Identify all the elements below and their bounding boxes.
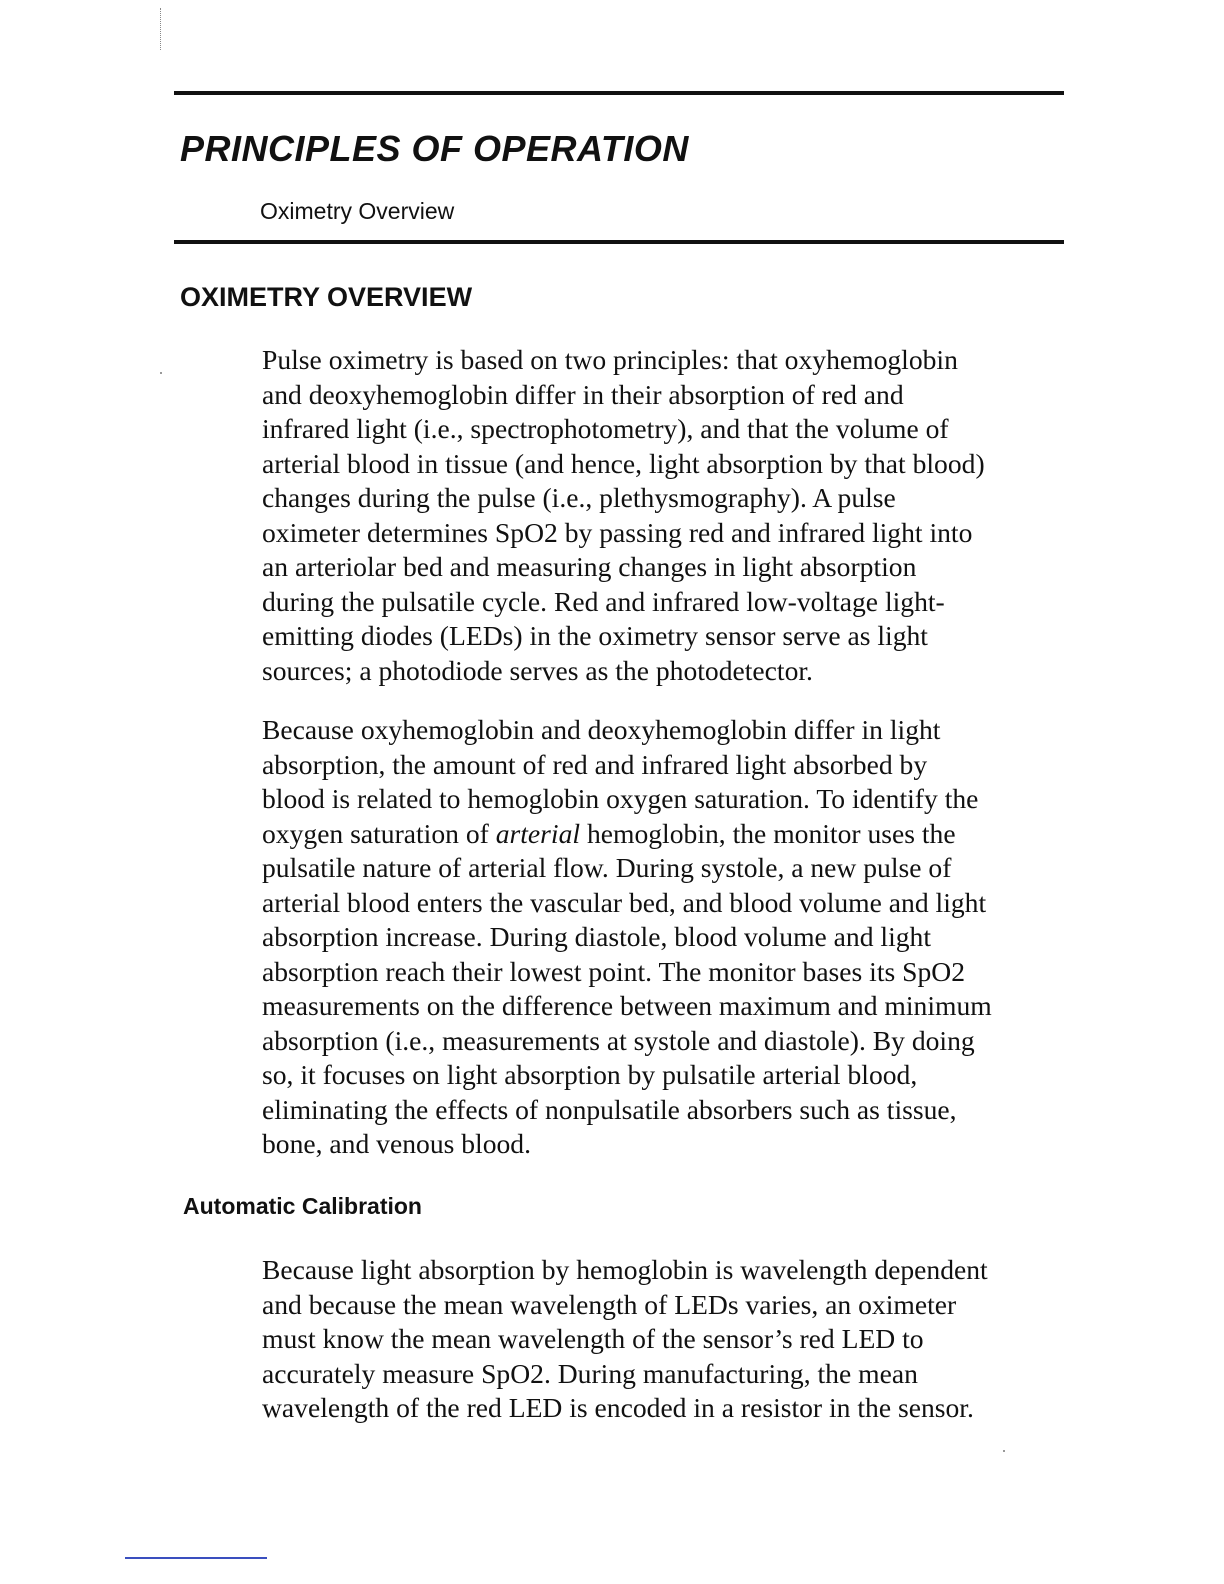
scan-speck: [1003, 1450, 1005, 1452]
text-line: measurements on the difference between maximum and minimum: [262, 990, 992, 1021]
text-line: Because light absorption by hemoglobin is wavelength dependent: [262, 1254, 988, 1285]
text-line: and deoxyhemoglobin differ in their absorption of red and: [262, 378, 904, 410]
footer-rule: [125, 1557, 267, 1559]
text-line: sources; a photodiode serves as the photodetector.: [262, 654, 813, 686]
paragraph-pulse-oximetry: [262, 343, 1068, 688]
text-line: absorption, the amount of red and infrared light absorbed by: [262, 748, 928, 780]
text-line: pulsatile nature of arterial flow. During systole, a new pulse of: [262, 852, 952, 883]
subsection-heading: Automatic Calibration: [183, 1193, 422, 1219]
paragraph-calibration: [262, 1253, 1068, 1426]
text-line: changes during the pulse (i.e., plethysmography). A pulse: [262, 482, 896, 513]
text-line-with-emphasis: [262, 817, 1068, 852]
text-line: and because the mean wavelength of LEDs varies, an oximeter: [262, 1288, 957, 1320]
chapter-title: PRINCIPLES OF OPERATION: [180, 128, 689, 169]
text-line: Because oxyhemoglobin and deoxyhemoglobin differ in light: [262, 714, 941, 745]
text-line: oximeter determines SpO2 by passing red and infrared light into: [262, 516, 973, 548]
text-line: arterial blood in tissue (and hence, light absorption by that blood): [262, 447, 985, 479]
text-line: blood is related to hemoglobin oxygen saturation. To identify the: [262, 783, 979, 814]
text-fragment: hemoglobin, the monitor uses the: [580, 817, 956, 849]
text-line: absorption increase. During diastole, blood volume and light: [262, 921, 932, 952]
emphasis-arterial: arterial: [495, 817, 581, 849]
scan-artifact: [160, 8, 163, 50]
text-line: wavelength of the red LED is encoded in a resistor in the sensor.: [262, 1392, 974, 1423]
text-line: Pulse oximetry is based on two principles: that oxyhemoglobin: [262, 344, 958, 375]
paragraph-absorption: [262, 713, 1068, 1162]
text-line: so, it focuses on light absorption by pulsatile arterial blood,: [262, 1059, 918, 1090]
header-rule-top: [174, 91, 1064, 95]
scan-speck: [160, 372, 162, 374]
text-line: infrared light (i.e., spectrophotometry), and that the volume of: [262, 413, 949, 444]
text-line: emitting diodes (LEDs) in the oximetry sensor serve as light: [262, 620, 928, 651]
text-line: bone, and venous blood.: [262, 1128, 531, 1159]
text-line: arterial blood enters the vascular bed, and blood volume and light: [262, 886, 987, 918]
text-line: absorption (i.e., measurements at systole and diastole). By doing: [262, 1024, 975, 1056]
text-line: during the pulsatile cycle. Red and infrared low-voltage light-: [262, 585, 945, 617]
text-line: eliminating the effects of nonpulsatile absorbers such as tissue,: [262, 1093, 957, 1125]
section-heading: OXIMETRY OVERVIEW: [180, 282, 473, 312]
text-line: accurately measure SpO2. During manufacturing, the mean: [262, 1357, 918, 1389]
text-line: absorption reach their lowest point. The monitor bases its SpO2: [262, 955, 966, 987]
text-line: must know the mean wavelength of the sensor’s red LED to: [262, 1323, 924, 1354]
header-rule-bottom: [174, 240, 1064, 244]
text-fragment: oxygen saturation of: [262, 817, 496, 849]
text-line: an arteriolar bed and measuring changes in light absorption: [262, 551, 917, 582]
running-head: Oximetry Overview: [260, 198, 455, 224]
